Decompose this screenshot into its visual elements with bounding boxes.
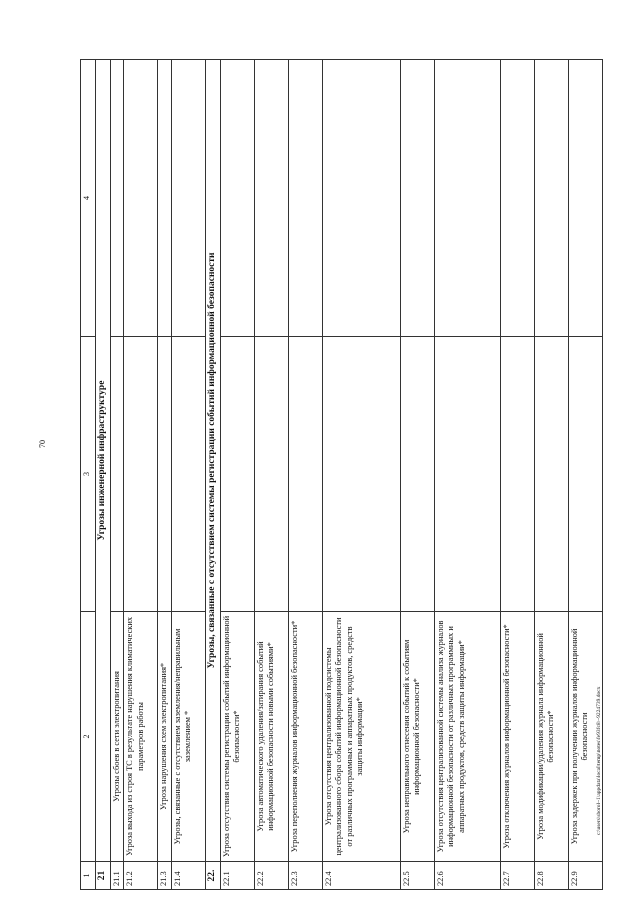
column-header-1: 1 <box>81 862 96 890</box>
empty-cell <box>288 60 322 337</box>
table-row <box>400 60 434 890</box>
threat-text: Угроза нарушения схем электропитания* <box>158 612 172 862</box>
threat-text: Угрозы, связанные с отсутствием заземления/неправильным заземлением * <box>171 612 205 862</box>
empty-cell <box>400 337 434 612</box>
empty-cell <box>220 337 254 612</box>
empty-cell <box>434 60 500 337</box>
threat-text: Угрозы сбоев в сети электропитания <box>110 612 124 862</box>
empty-cell <box>171 60 205 337</box>
threat-text: Угроза автоматического удаления/затирания событий информационной безопасности новыми событиями* <box>254 612 288 862</box>
empty-cell <box>124 60 158 337</box>
threat-text: Угроза отсутствия системы регистрации событий информационной безопасности* <box>220 612 254 862</box>
empty-cell <box>254 337 288 612</box>
empty-cell <box>254 60 288 337</box>
column-header-2: 2 <box>81 612 96 862</box>
file-path-footer: c:\users\sborol~1\appdata\local\temp\notes\fe93fc8\~9224739.docx <box>596 686 602 835</box>
table-row <box>110 60 124 890</box>
empty-cell <box>322 337 400 612</box>
row-number: 22.5 <box>400 862 434 890</box>
section-number: 21 <box>96 862 111 890</box>
page-number: 70 <box>38 440 47 448</box>
row-number: 22.4 <box>322 862 400 890</box>
empty-cell <box>322 60 400 337</box>
empty-cell <box>110 337 124 612</box>
empty-cell <box>500 337 534 612</box>
table-row <box>124 60 158 890</box>
empty-cell <box>534 60 568 337</box>
empty-cell <box>568 60 602 337</box>
section-row <box>205 60 220 890</box>
empty-cell <box>110 60 124 337</box>
empty-cell <box>400 60 434 337</box>
row-number: 22.7 <box>500 862 534 890</box>
section-number: 22. <box>205 862 220 890</box>
empty-cell <box>124 337 158 612</box>
empty-cell <box>534 337 568 612</box>
row-number: 22.8 <box>534 862 568 890</box>
column-header-3: 3 <box>81 337 96 612</box>
threat-text: Угроза выхода из строя ТС в результате нарушения климатических параметров работы <box>124 612 158 862</box>
table-row <box>254 60 288 890</box>
table-row <box>171 60 205 890</box>
threat-text: Угроза переполнения журналов информационной безопасности* <box>288 612 322 862</box>
section-title: Угрозы, связанные с отсутствием системы регистрации событий информационной безопасности <box>205 60 220 862</box>
empty-cell <box>288 337 322 612</box>
empty-cell <box>434 337 500 612</box>
section-row <box>96 60 111 890</box>
column-header-4: 4 <box>81 60 96 337</box>
section-title: Угрозы инженерной инфраструктуре <box>96 60 111 862</box>
table-row <box>288 60 322 890</box>
row-number: 21.3 <box>158 862 172 890</box>
threat-text: Угроза отсутствия централизованной подсистемы централизованного сбора событий информационной безопасности от различных программных и аппаратных продуктов, средств защиты информации* <box>322 612 400 862</box>
row-number: 21.2 <box>124 862 158 890</box>
row-number: 22.2 <box>254 862 288 890</box>
rotated-table-container <box>80 60 590 890</box>
table-row <box>500 60 534 890</box>
threat-text: Угроза задержек при получении журналов информационной безопасности <box>568 612 602 862</box>
empty-cell <box>568 337 602 612</box>
threat-text: Угроза отключения журналов информационной безопасности* <box>500 612 534 862</box>
row-number: 22.6 <box>434 862 500 890</box>
row-number: 21.1 <box>110 862 124 890</box>
header-row <box>81 60 96 890</box>
empty-cell <box>171 337 205 612</box>
row-number: 22.3 <box>288 862 322 890</box>
table-row <box>534 60 568 890</box>
empty-cell <box>220 60 254 337</box>
table-row <box>220 60 254 890</box>
threat-text: Угроза неправильного отнесения событий к событиям информационной безопасности* <box>400 612 434 862</box>
table-row <box>434 60 500 890</box>
threat-text: Угроза отсутствия централизованной системы анализа журналов информационной безопасности от различных программных и аппаратных продуктов, средств защиты информации* <box>434 612 500 862</box>
table-row <box>322 60 400 890</box>
row-number: 22.1 <box>220 862 254 890</box>
empty-cell <box>500 60 534 337</box>
empty-cell <box>158 60 172 337</box>
threats-table <box>80 59 603 890</box>
row-number: 22.9 <box>568 862 602 890</box>
table-row <box>158 60 172 890</box>
empty-cell <box>158 337 172 612</box>
row-number: 21.4 <box>171 862 205 890</box>
threat-text: Угроза модификации/удаления журнала информационной безопасности* <box>534 612 568 862</box>
